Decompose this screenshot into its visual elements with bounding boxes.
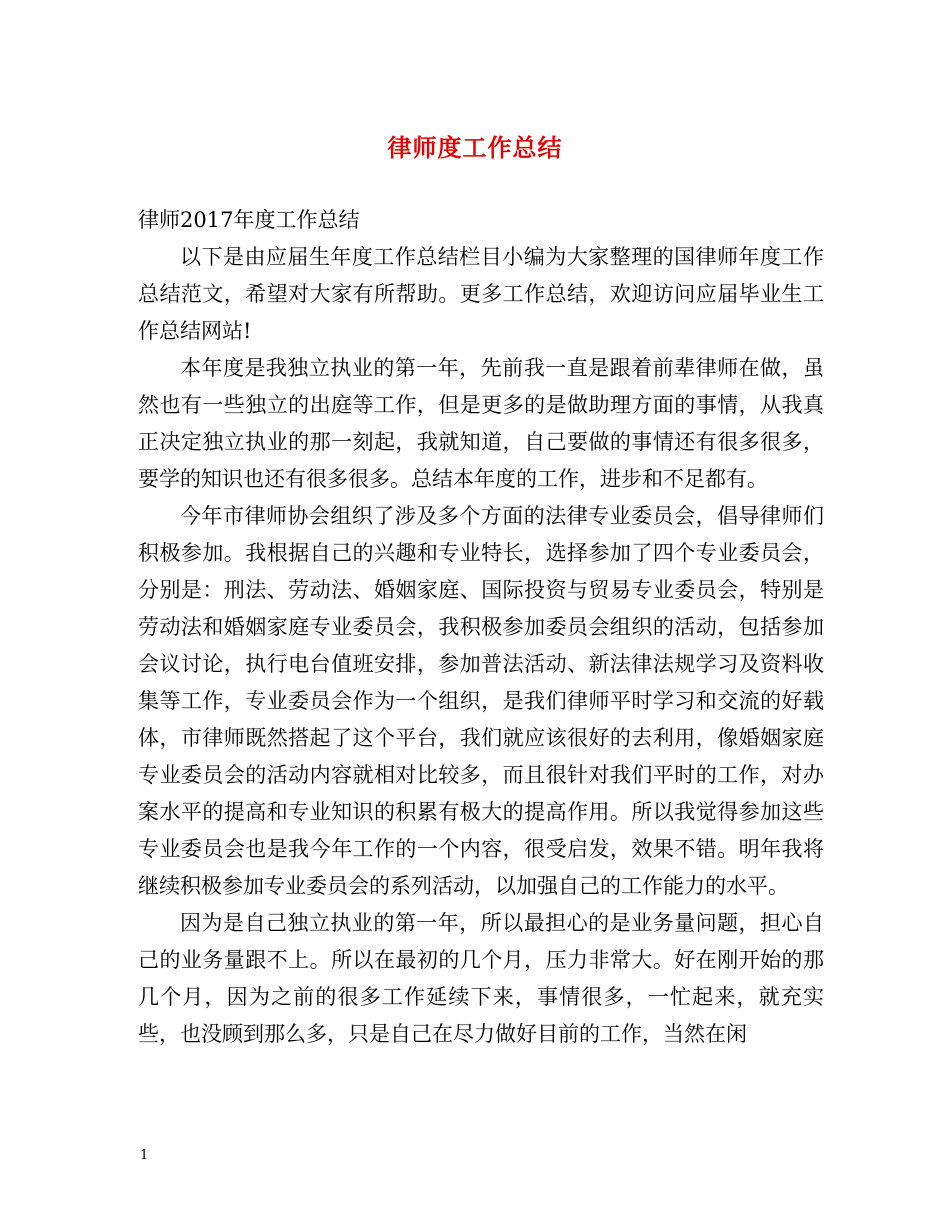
paragraph-workload: 因为是自己独立执业的第一年，所以最担心的是业务量问题，担心自己的业务量跟不上。所以在最初的几个月，压力非常大。好在刚开始的那几个月，因为之前的很多工作延续下来，事情很多，一忙起来，就充实些，也没顾到那么多，只是自己在尽力做好目前的工作，当然在闲: [138, 911, 824, 1046]
paragraph-committees: 今年市律师协会组织了涉及多个方面的法律专业委员会，倡导律师们积极参加。我根据自己的兴趣和专业特长，选择参加了四个专业委员会，分别是：刑法、劳动法、婚姻家庭、国际投资与贸易专业委员会，特别是劳动法和婚姻家庭专业委员会，我积极参加委员会组织的活动，包括参加会议讨论，执行电台值班安排，参加普法活动、新法律法规学习及资料收集等工作，专业委员会作为一个组织，是我们律师平时学习和交流的好载体，市律师既然搭起了这个平台，我们就应该很好的去利用，像婚姻家庭专业委员会的活动内容就相对比较多，而且很针对我们平时的工作，对办案水平的提高和专业知识的积累有极大的提高作用。所以我觉得参加这些专业委员会也是我今年工作的一个内容，很受启发，效果不错。明年我将继续积极参加专业委员会的系列活动，以加强自己的工作能力的水平。: [138, 504, 824, 898]
document-subtitle: 律师2017年度工作总结: [138, 208, 360, 232]
paragraph-first-year: 本年度是我独立执业的第一年，先前我一直是跟着前辈律师在做，虽然也有一些独立的出庭等工作，但是更多的是做助理方面的事情，从我真正决定独立执业的那一刻起，我就知道，自己要做的事情还有很多很多，要学的知识也还有很多很多。总结本年度的工作，进步和不足都有。: [138, 356, 824, 491]
document-body: [138, 202, 824, 1053]
document-title: 律师度工作总结: [387, 133, 563, 162]
paragraph-intro: 以下是由应届生年度工作总结栏目小编为大家整理的国律师年度工作总结范文，希望对大家有所帮助。更多工作总结，欢迎访问应届毕业生工作总结网站!: [138, 245, 824, 343]
page-number: 1: [140, 1148, 149, 1163]
